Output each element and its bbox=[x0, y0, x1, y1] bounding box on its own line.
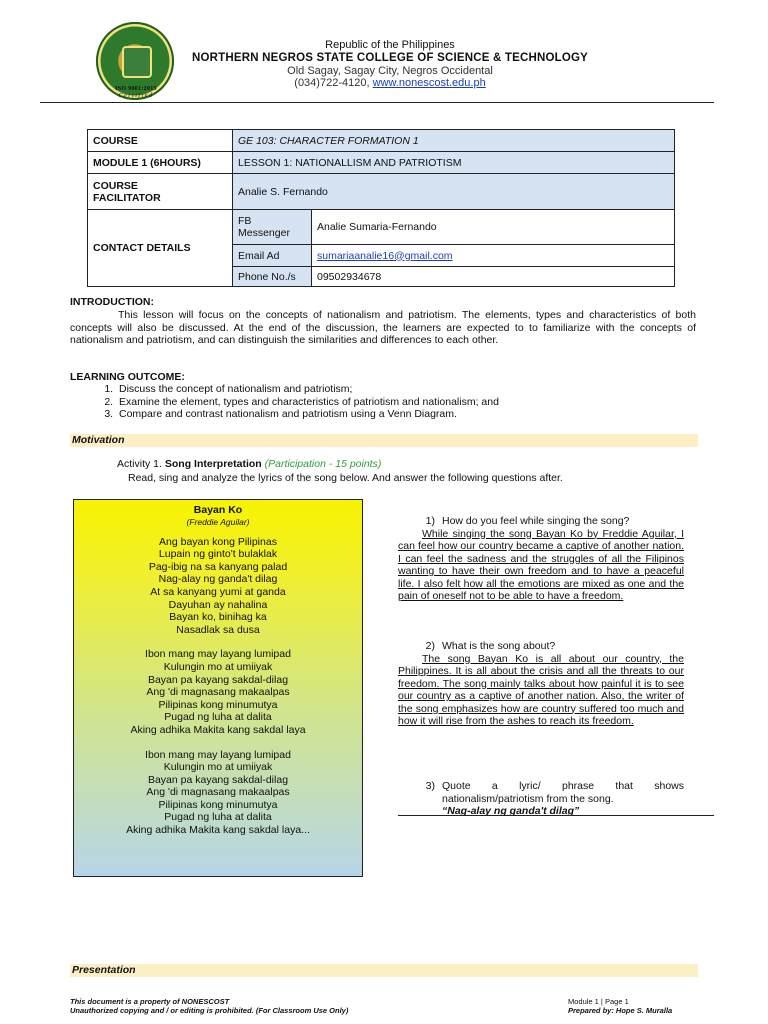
footer-property-notice: This document is a property of NONESCOST bbox=[70, 997, 230, 1006]
email-link[interactable]: sumariaanalie16@gmail.com bbox=[317, 249, 453, 262]
certified-text: Certified bbox=[118, 93, 154, 99]
lyric-line: Aking adhika Makita kang sakdal laya... bbox=[126, 824, 310, 837]
lyric-line: Pag-ibig na sa kanyang palad bbox=[148, 560, 288, 573]
lyric-line: Dayuhan ay nahalina bbox=[168, 598, 268, 611]
lyric-line: Bayan pa kayang sakdal-dilag bbox=[147, 673, 289, 686]
lyric-line: Pilipinas kong minumutya bbox=[158, 798, 278, 811]
song-author: (Freddie Aguilar) bbox=[186, 516, 250, 527]
lyric-line: Kulungin mo at umiiyak bbox=[163, 761, 273, 774]
question-text: How do you feel while singing the song? bbox=[442, 515, 630, 527]
footer-prepared-by: Prepared by: Hope S. Muralla bbox=[568, 1006, 673, 1015]
stanza bbox=[74, 648, 362, 736]
lyric-line: Bayan pa kayang sakdal-dilag bbox=[147, 773, 289, 786]
lyric-line: Ang bayan kong Pilipinas bbox=[159, 535, 277, 548]
header-contact bbox=[140, 77, 640, 90]
song-lyrics-box bbox=[73, 499, 363, 877]
facilitator-value: Analie S. Fernando bbox=[233, 174, 675, 210]
stanza bbox=[74, 749, 362, 837]
answer-text: While singing the song Bayan Ko by Freddie Aguilar, I can feel how our country became a captive of another nation. I can feel the sadness and the struggles of all the Filipinos wanting to have their own freedom and to have a peaceful life. I also felt how all the emotions are mixed as one and the pain of oneself not to be able to have a freedom. bbox=[398, 527, 684, 602]
header-divider bbox=[40, 102, 714, 103]
header-phone: (034)722-4120, bbox=[294, 77, 370, 89]
course-info-table bbox=[87, 129, 675, 287]
lyric-line: Ang 'di magnasang makaalpas bbox=[146, 786, 290, 799]
learning-outcome-list bbox=[70, 383, 499, 421]
answer-text: “Nag-alay ng ganda't dilag” bbox=[442, 805, 580, 817]
question-1 bbox=[398, 515, 684, 603]
footer-right bbox=[568, 997, 672, 1015]
lyric-line: Bayan ko, binihag ka bbox=[169, 611, 267, 624]
header-country: Republic of the Philippines bbox=[325, 39, 455, 51]
lyric-line: Ibon mang may layang lumipad bbox=[145, 648, 291, 661]
module-value: LESSON 1: NATIONALLISM AND PATRIOTISM bbox=[233, 152, 675, 174]
activity-prefix: Activity 1. bbox=[117, 458, 162, 470]
lyric-line: Ang 'di magnasang makaalpas bbox=[146, 686, 290, 699]
song-title: Bayan Ko bbox=[193, 504, 243, 516]
phone-value: 09502934678 bbox=[312, 267, 675, 287]
course-label: COURSE bbox=[88, 130, 233, 152]
question-number: 1) bbox=[425, 515, 435, 527]
list-item: 3. Compare and contrast nationalism and patriotism using a Venn Diagram. bbox=[116, 408, 499, 421]
activity-instructions: Read, sing and analyze the lyrics of the song below. And answer the following questions after. bbox=[128, 472, 563, 484]
activity-name: Song Interpretation bbox=[164, 458, 262, 470]
lyric-line: Pugad ng luha at dalita bbox=[164, 811, 272, 824]
footer-copy-notice: Unauthorized copying and / or editing is prohibited. (For Classroom Use Only) bbox=[70, 1006, 349, 1015]
question-number: 3) bbox=[425, 780, 435, 792]
stanza bbox=[74, 536, 362, 637]
question-text: Quote a lyric/ phrase that shows nationalism/patriotism from the song. bbox=[442, 780, 684, 805]
introduction-text: This lesson will focus on the concepts of nationalism and patriotism. The elements, types and characteristics of both concepts will also be discussed. At the end of the discussion, the learners are expected to to familiarize with the concepts of nationalism and patriotism, and can distinguish the similarities and differences to each other. bbox=[70, 309, 696, 346]
header-address: Old Sagay, Sagay City, Negros Occidental bbox=[287, 65, 493, 77]
facilitator-label: COURSE FACILITATOR bbox=[88, 174, 233, 210]
phone-label: Phone No./s bbox=[233, 267, 312, 287]
introduction-heading: INTRODUCTION: bbox=[70, 296, 154, 308]
lyric-line: Ibon mang may layang lumipad bbox=[145, 748, 291, 761]
question-number: 2) bbox=[425, 640, 435, 652]
website-link[interactable]: www.nonescost.edu.ph bbox=[372, 77, 486, 89]
email-cell bbox=[312, 245, 675, 267]
lyric-line: At sa kanyang yumi at ganda bbox=[150, 585, 286, 598]
header-school-name: NORTHERN NEGROS STATE COLLEGE OF SCIENCE & TECHNOLOGY bbox=[191, 52, 589, 64]
list-item: 2. Examine the element, types and characteristics of patriotism and nationalism; and bbox=[116, 396, 499, 409]
email-label: Email Ad bbox=[233, 245, 312, 267]
activity-title bbox=[117, 458, 381, 470]
lyric-line: Nag-alay ng ganda't dilag bbox=[158, 573, 278, 586]
iso-text: ISO 9001:2015 bbox=[115, 86, 157, 92]
question-text: What is the song about? bbox=[442, 640, 556, 652]
fb-value: Analie Sumaria-Fernando bbox=[312, 210, 675, 245]
list-item: 1. Discuss the concept of nationalism and patriotism; bbox=[116, 383, 499, 396]
learning-outcome-heading: LEARNING OUTCOME: bbox=[70, 371, 185, 383]
lyric-line: Aking adhika Makita kang sakdal laya bbox=[130, 723, 306, 736]
question-2 bbox=[398, 640, 684, 728]
contact-details-label: CONTACT DETAILS bbox=[88, 210, 233, 287]
fb-label: FB Messenger bbox=[233, 210, 312, 245]
footer-left bbox=[70, 997, 348, 1015]
footer-page-info: Module 1 | Page 1 bbox=[568, 997, 629, 1006]
answer-text: The song Bayan Ko is all about our country, the Philippines. It is all about the crisis and all the threats to our freedom. The song mainly talks about how painful it is to see our country as a captive of another nation. Also, the writer of the song emphasizes how are country suffered too much and how it will rise from the ashes to reach its freedom. bbox=[398, 652, 684, 727]
lyric-line: Nasadlak sa dusa bbox=[176, 623, 260, 636]
activity-points: (Participation - 15 points) bbox=[264, 458, 382, 470]
lyric-line: Lupain ng ginto't bulaklak bbox=[158, 548, 278, 561]
motivation-section-bar: Motivation bbox=[70, 434, 698, 447]
presentation-section-bar: Presentation bbox=[70, 964, 698, 977]
question-3 bbox=[398, 780, 684, 818]
course-value: GE 103: CHARACTER FORMATION 1 bbox=[233, 130, 675, 152]
lyric-line: Pilipinas kong minumutya bbox=[158, 698, 278, 711]
answer-underline bbox=[398, 815, 714, 816]
lyric-line: Pugad ng luha at dalita bbox=[164, 711, 272, 724]
lyric-line: Kulungin mo at umiiyak bbox=[163, 660, 273, 673]
module-label: MODULE 1 (6HOURS) bbox=[88, 152, 233, 174]
